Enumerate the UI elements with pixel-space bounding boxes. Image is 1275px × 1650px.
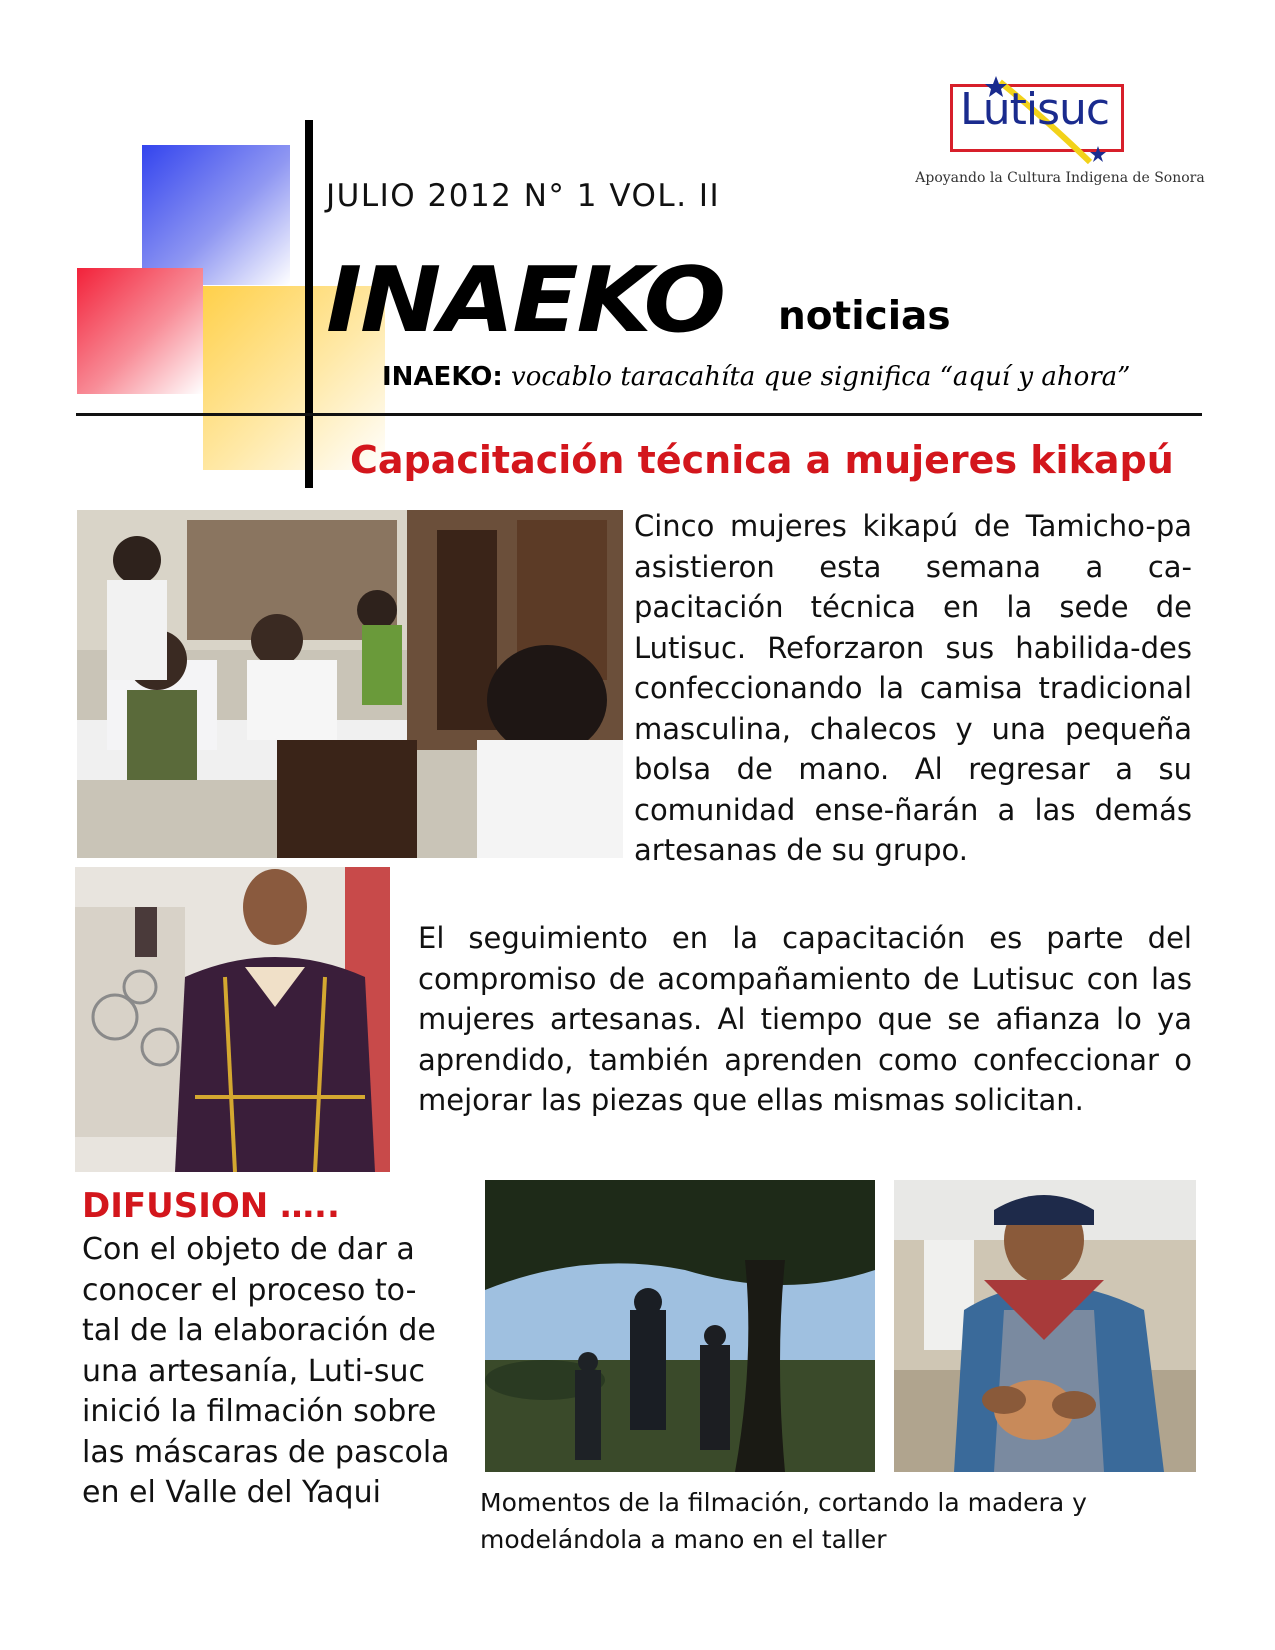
article-paragraph-1: Cinco mujeres kikapú de Tamicho-pa asistieron esta semana a ca-pacitación técnica en la sede de Lutisuc. Reforzaron sus habilida-des confeccionando la camisa tradicional masculina, chalecos y una pequeña bolsa de mano. Al regresar a su comunidad ense-ñarán a las demás artesanas de su grupo. [634, 509, 1192, 867]
logo-wordmark: Lutisuc [960, 84, 1110, 135]
tagline-term: INAEKO: [382, 362, 503, 392]
article-headline: Capacitación técnica a mujeres kikapú [350, 438, 1174, 482]
article-paragraph-2: El seguimiento en la capacitación es parte del compromiso de acompañamiento de Lutisuc con las mujeres artesanas. Al tiempo que se afianza lo ya aprendido, también aprenden como confeccionar o mejorar las piezas que ellas mismas solicitan. [418, 921, 1192, 1117]
photo-caption: Momentos de la filmación, cortando la madera y modelándola a mano en el taller [480, 1488, 1087, 1554]
photo-traditional-shirt [75, 867, 390, 1172]
issue-info: JULIO 2012 N° 1 VOL. II [326, 178, 721, 214]
logo-tagline: Apoyando la Cultura Indigena de Sonora [915, 170, 1205, 186]
masthead-vertical-rule [305, 120, 313, 488]
masthead-subtitle: noticias [778, 294, 951, 339]
photo-sewing-workshop [77, 510, 623, 858]
photo-filming-tree [485, 1180, 875, 1472]
difusion-title: DIFUSION ….. [82, 1186, 340, 1226]
difusion-text: Con el objeto de dar a conocer el proceso to-tal de la elaboración de una artesanía, Luti-suc inició la filmación sobre las máscaras de pascola en el Valle del Yaqui [82, 1232, 450, 1510]
masthead-title: INAEKO [326, 248, 724, 353]
photo-carving-wood [894, 1180, 1196, 1472]
tagline-text: vocablo taracahíta que significa “aquí y ahora” [502, 362, 1131, 392]
decor-blue-square [142, 145, 290, 285]
masthead-horizontal-rule [76, 413, 1202, 416]
decor-red-square [77, 268, 203, 394]
lutisuc-logo [915, 64, 1205, 194]
tagline [382, 362, 1130, 392]
